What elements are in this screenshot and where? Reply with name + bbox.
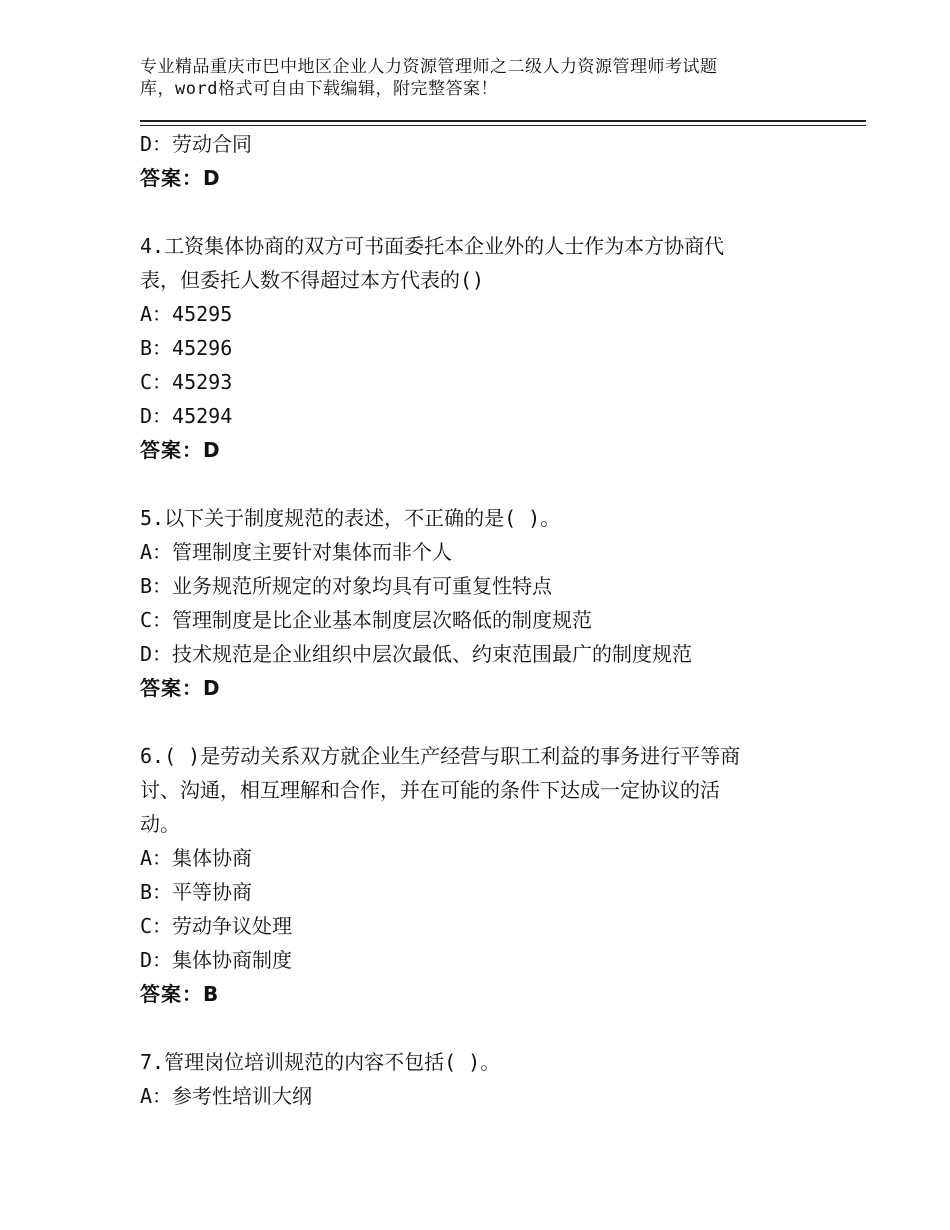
option-d: D：劳动合同: [140, 132, 253, 156]
document-header: [140, 56, 840, 100]
option-a: A：集体协商: [140, 846, 253, 870]
spacer: [140, 467, 840, 501]
question-stem: 表，但委托人数不得超过本方代表的(): [140, 268, 485, 292]
option-a: A：参考性培训大纲: [140, 1084, 313, 1108]
question-stem: 7.管理岗位培训规范的内容不包括( )。: [140, 1050, 501, 1074]
header-line-2: 库，word格式可自由下载编辑，附完整答案！: [140, 79, 498, 99]
question-7: [140, 1045, 840, 1113]
option-c: C：45293: [140, 370, 233, 394]
spacer: [140, 195, 840, 229]
header-rule-thin: [140, 125, 866, 126]
option-d: D：45294: [140, 404, 233, 428]
question-stem: 4.工资集体协商的双方可书面委托本企业外的人士作为本方协商代: [140, 234, 725, 258]
question-4: [140, 229, 840, 467]
spacer: [140, 1011, 840, 1045]
question-6: [140, 739, 840, 1011]
answer-line: 答案：B: [140, 982, 220, 1006]
question-stem: 5.以下关于制度规范的表述，不正确的是( )。: [140, 506, 561, 530]
question-stem: 动。: [140, 812, 180, 836]
question-stem: 6.( )是劳动关系双方就企业生产经营与职工利益的事务进行平等商: [140, 744, 741, 768]
option-a: A：管理制度主要针对集体而非个人: [140, 540, 453, 564]
answer-line: 答案：D: [140, 438, 221, 462]
question-list: [140, 127, 840, 1113]
header-line-1: 专业精品重庆市巴中地区企业人力资源管理师之二级人力资源管理师考试题: [140, 57, 718, 77]
option-b: B：业务规范所规定的对象均具有可重复性特点: [140, 574, 553, 598]
answer-line: 答案：D: [140, 676, 221, 700]
option-d: D：集体协商制度: [140, 948, 293, 972]
question-fragment: [140, 127, 840, 195]
option-b: B：45296: [140, 336, 233, 360]
question-stem: 讨、沟通，相互理解和合作，并在可能的条件下达成一定协议的活: [140, 778, 720, 802]
header-rule-thick: [140, 120, 866, 122]
option-a: A：45295: [140, 302, 233, 326]
answer-line: 答案：D: [140, 166, 221, 190]
spacer: [140, 705, 840, 739]
option-c: C：管理制度是比企业基本制度层次略低的制度规范: [140, 608, 593, 632]
option-d: D：技术规范是企业组织中层次最低、约束范围最广的制度规范: [140, 642, 693, 666]
option-c: C：劳动争议处理: [140, 914, 293, 938]
question-5: [140, 501, 840, 705]
option-b: B：平等协商: [140, 880, 253, 904]
